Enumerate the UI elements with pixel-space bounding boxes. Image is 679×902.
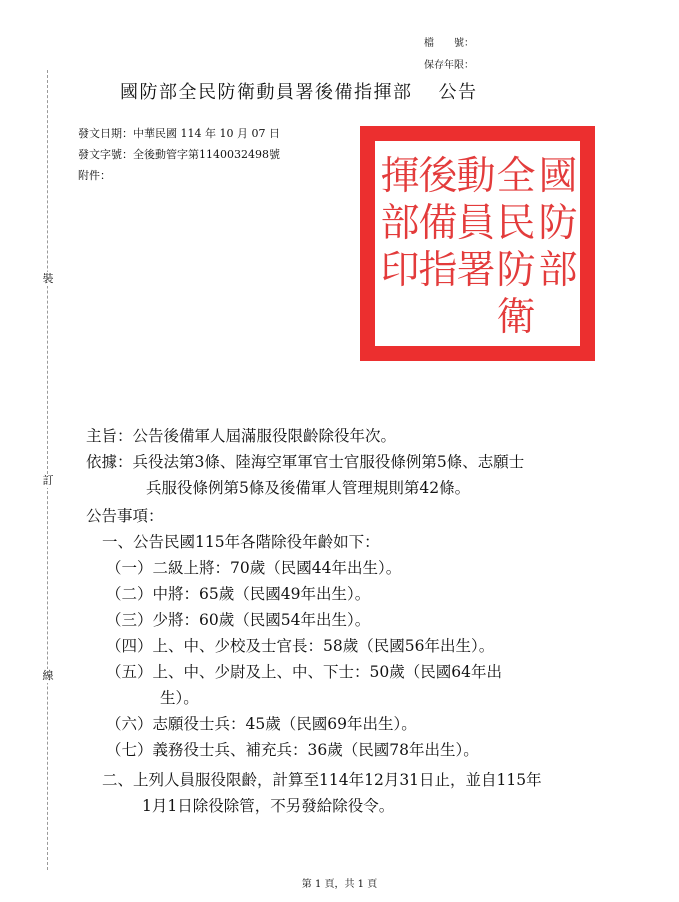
seal-inner-frame bbox=[373, 139, 582, 348]
item-two-text-line2: 1月1日除役除管，不另發給除役令。 bbox=[142, 797, 395, 815]
binding-mark-xian: 線 bbox=[42, 669, 54, 682]
sub-item-number: （四） bbox=[106, 637, 153, 655]
document-type: 公告 bbox=[438, 82, 478, 103]
sub-item bbox=[106, 711, 417, 737]
basis-label: 依據： bbox=[86, 453, 133, 471]
binding-mark-ding: 訂 bbox=[42, 474, 54, 487]
subject-label: 主旨： bbox=[86, 427, 133, 445]
basis-row bbox=[86, 449, 524, 475]
sub-item bbox=[106, 581, 370, 607]
sub-item-text: 上、中、少尉及上、中、下士：50歲（民國64年出 bbox=[152, 663, 502, 681]
item-two-text-line1: 上列人員服役限齡，計算至114年12月31日止，並自115年 bbox=[133, 771, 542, 789]
issue-date-label: 發文日期： bbox=[78, 127, 133, 140]
subject-row bbox=[86, 423, 396, 449]
binding-dashed-line bbox=[47, 70, 48, 870]
issuing-agency: 國防部全民防衛動員署後備指揮部 bbox=[120, 82, 413, 103]
binding-mark-zhuang: 裝 bbox=[42, 272, 54, 285]
item-one-text: 公告民國115年各階除役年齡如下： bbox=[133, 533, 380, 551]
item-one-number: 一、 bbox=[102, 533, 134, 551]
reference-number-row bbox=[78, 145, 280, 165]
seal-column: 國 防 部 bbox=[538, 154, 578, 293]
official-seal bbox=[360, 126, 595, 361]
sub-item-text: 少將：60歲（民國54年出生）。 bbox=[152, 611, 371, 629]
sub-item-number: （六） bbox=[106, 715, 153, 733]
document-title bbox=[120, 78, 478, 104]
sub-item-number: （一） bbox=[106, 559, 153, 577]
announcement-items-label: 公告事項： bbox=[86, 507, 164, 525]
file-number-label: 檔 號： bbox=[424, 38, 474, 49]
seal-column: 揮 部 印 bbox=[380, 154, 420, 293]
sub-item bbox=[106, 633, 494, 659]
sub-item bbox=[106, 607, 370, 633]
issue-date-row bbox=[78, 124, 280, 144]
subject-text: 公告後備軍人屆滿服役限齡除役年次。 bbox=[132, 427, 397, 445]
reference-number-value: 全後動管字第1140032498號 bbox=[133, 148, 280, 161]
sub-item-text: 中將：65歲（民國49年出生）。 bbox=[152, 585, 371, 603]
basis-text-line1: 兵役法第3條、陸海空軍軍官士官服役條例第5條、志願士 bbox=[132, 453, 525, 471]
sub-item bbox=[106, 737, 479, 763]
seal-column: 動 員 署 bbox=[456, 154, 496, 293]
attachment-label: 附件： bbox=[78, 169, 111, 182]
sub-item-number: （五） bbox=[106, 663, 153, 681]
retention-period-label: 保存年限： bbox=[424, 60, 474, 71]
sub-item-text: 志願役士兵：45歲（民國69年出生）。 bbox=[152, 715, 417, 733]
page-number: 第 1 頁，共 1 頁 bbox=[301, 879, 378, 890]
item-two-number: 二、 bbox=[102, 771, 134, 789]
reference-number-label: 發文字號： bbox=[78, 148, 133, 161]
sub-item bbox=[106, 555, 401, 581]
sub-item-number: （二） bbox=[106, 585, 153, 603]
sub-item-number: （七） bbox=[106, 741, 153, 759]
item-two bbox=[102, 767, 542, 793]
seal-column: 全 民 防 衛 bbox=[496, 154, 536, 340]
basis-text-line2: 兵服役條例第5條及後備軍人管理規則第42條。 bbox=[146, 479, 471, 497]
sub-item-number: （三） bbox=[106, 611, 153, 629]
item-one bbox=[102, 529, 380, 555]
sub-item-text: 二級上將：70歲（民國44年出生）。 bbox=[152, 559, 402, 577]
sub-item-text: 義務役士兵、補充兵：36歲（民國78年出生）。 bbox=[152, 741, 479, 759]
sub-item bbox=[106, 659, 502, 685]
sub-item-continuation: 生）。 bbox=[160, 689, 199, 707]
sub-item-text: 上、中、少校及士官長：58歲（民國56年出生）。 bbox=[152, 637, 495, 655]
issue-date-value: 中華民國 114 年 10 月 07 日 bbox=[133, 127, 280, 140]
seal-column: 後 備 指 bbox=[418, 154, 458, 293]
